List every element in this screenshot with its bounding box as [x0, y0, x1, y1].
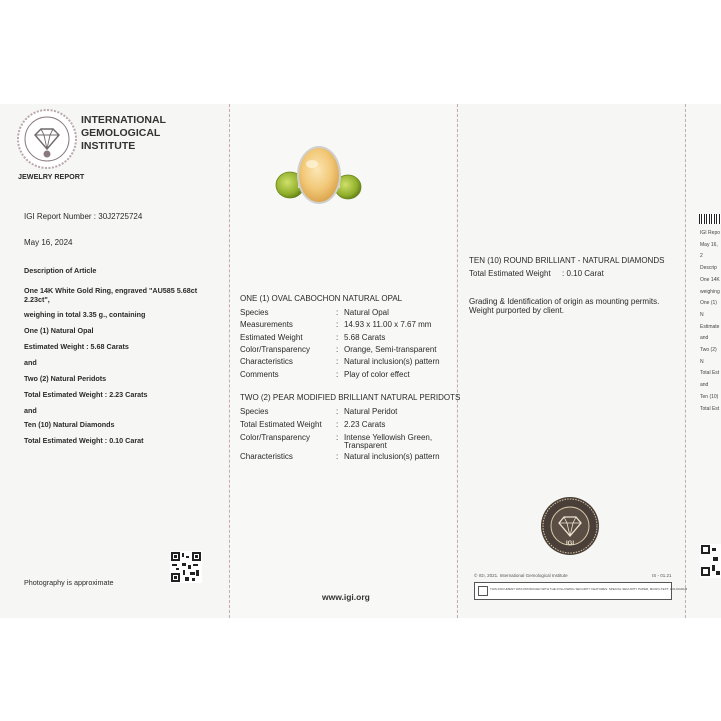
description-line: 2.23ct", [24, 295, 50, 304]
report-number: IGI Report Number : 30J2725724 [24, 212, 143, 221]
row-colon: : [336, 357, 339, 366]
partial-line: Ten (10) [700, 393, 719, 400]
fold-line [457, 104, 458, 618]
partial-qr-code-icon [700, 544, 721, 578]
peridot-row-label: Species [240, 407, 269, 416]
partial-line: One 14K [700, 276, 720, 283]
security-text: THIS DOCUMENT WAS PRODUCED WITH THE FOLLOWING SECURITY FEATURES: SPECIAL SECURITY PAPER, MICRO-TEXT, HOLOGRAM [490, 587, 688, 591]
form-code: IS - 01.21 [652, 573, 672, 578]
institute-name-line3: INSTITUTE [81, 140, 136, 152]
description-line: One 14K White Gold Ring, engraved "AU585 5.68ct [24, 286, 198, 295]
barcode-icon [699, 214, 721, 224]
opal-row-value: Natural Opal [344, 308, 389, 317]
qr-code-icon [170, 551, 202, 583]
opal-row-label: Comments [240, 370, 279, 379]
diamonds-note: Grading & Identification of origin as mounting permits. [469, 297, 660, 306]
opal-row-value: Play of color effect [344, 370, 410, 379]
peridot-row-label: Total Estimated Weight [240, 420, 322, 429]
diamonds-note: Weight purported by client. [469, 306, 565, 315]
peridot-row-label: Characteristics [240, 452, 293, 461]
peridot-row-value: 2.23 Carats [344, 420, 386, 429]
opal-row-label: Measurements [240, 320, 293, 329]
partial-line: and [700, 382, 709, 389]
partial-line: May 16, 2 [700, 241, 718, 260]
opal-row-value: Natural inclusion(s) pattern [344, 357, 440, 366]
copyright-text: © IGI, 2021. International Gemological Institute [474, 573, 568, 578]
description-line: Ten (10) Natural Diamonds [24, 420, 115, 429]
description-heading: Description of Article [24, 266, 97, 275]
report-date: May 16, 2024 [24, 238, 73, 247]
fold-line [229, 104, 230, 618]
institute-name-line2: GEMOLOGICAL [81, 127, 161, 139]
peridot-row-value: Natural inclusion(s) pattern [344, 452, 440, 461]
diamonds-weight-value: : 0.10 Carat [562, 269, 604, 278]
partial-line: IGI Repo [700, 230, 721, 236]
description-line: Total Estimated Weight : 0.10 Carat [24, 436, 144, 445]
peridot-row-label: Color/Transparency [240, 433, 310, 442]
description-line: Total Estimated Weight : 2.23 Carats [24, 390, 148, 399]
partial-line: Two (2) N [700, 347, 717, 365]
opal-row-label: Color/Transparency [240, 345, 310, 354]
opal-row-label: Characteristics [240, 357, 293, 366]
security-icon [478, 586, 488, 596]
row-colon: : [336, 370, 339, 379]
description-line: Two (2) Natural Peridots [24, 374, 107, 383]
peridot-row-value: Intense Yellowish Green, [344, 433, 433, 442]
fold-line [685, 104, 686, 618]
report-type: JEWELRY REPORT [18, 172, 85, 181]
peridot-row-value: Natural Peridot [344, 407, 398, 416]
partial-line: One (1) N [700, 300, 717, 318]
peridot-heading: TWO (2) PEAR MODIFIED BRILLIANT NATURAL PERIDOTS [240, 393, 461, 402]
row-colon: : [336, 452, 339, 461]
partial-line: Descrip [700, 265, 717, 272]
row-colon: : [336, 345, 339, 354]
partial-text-column [700, 228, 721, 415]
peridot-row-value-cont: Transparent [344, 441, 387, 450]
partial-line: weighing [700, 288, 720, 295]
seal-mark-text: IGI [565, 541, 575, 547]
ring-photo [268, 145, 368, 213]
row-colon: : [336, 320, 339, 329]
opal-row-value: Orange, Semi-transparent [344, 345, 437, 354]
opal-heading: ONE (1) OVAL CABOCHON NATURAL OPAL [240, 294, 403, 303]
website-link[interactable]: www.igi.org [322, 592, 370, 602]
description-line: One (1) Natural Opal [24, 326, 94, 335]
institute-name-line1: INTERNATIONAL [81, 114, 166, 126]
row-colon: : [336, 433, 339, 442]
row-colon: : [336, 333, 339, 342]
igi-seal-icon [540, 496, 600, 556]
security-features-box [474, 582, 688, 600]
opal-row-label: Estimated Weight [240, 333, 303, 342]
row-colon: : [336, 407, 339, 416]
opal-row-value: 14.93 x 11.00 x 7.67 mm [344, 320, 432, 329]
igi-logo-seal-icon [16, 108, 78, 170]
row-colon: : [336, 420, 339, 429]
description-line: Estimated Weight : 5.68 Carats [24, 342, 129, 351]
diamonds-weight-label: Total Estimated Weight [469, 269, 551, 278]
partial-line: and [700, 335, 709, 342]
partial-line: Total Est [700, 405, 720, 412]
partial-line: Estimate [700, 323, 720, 330]
photo-disclaimer: Photography is approximate [24, 578, 114, 587]
diamonds-heading: TEN (10) ROUND BRILLIANT - NATURAL DIAMONDS [469, 256, 665, 265]
opal-row-value: 5.68 Carats [344, 333, 386, 342]
opal-row-label: Species [240, 308, 269, 317]
description-line: and [24, 358, 37, 367]
description-line: weighing in total 3.35 g., containing [24, 310, 146, 319]
row-colon: : [336, 308, 339, 317]
description-line: and [24, 406, 37, 415]
partial-line: Total Est [700, 370, 720, 377]
